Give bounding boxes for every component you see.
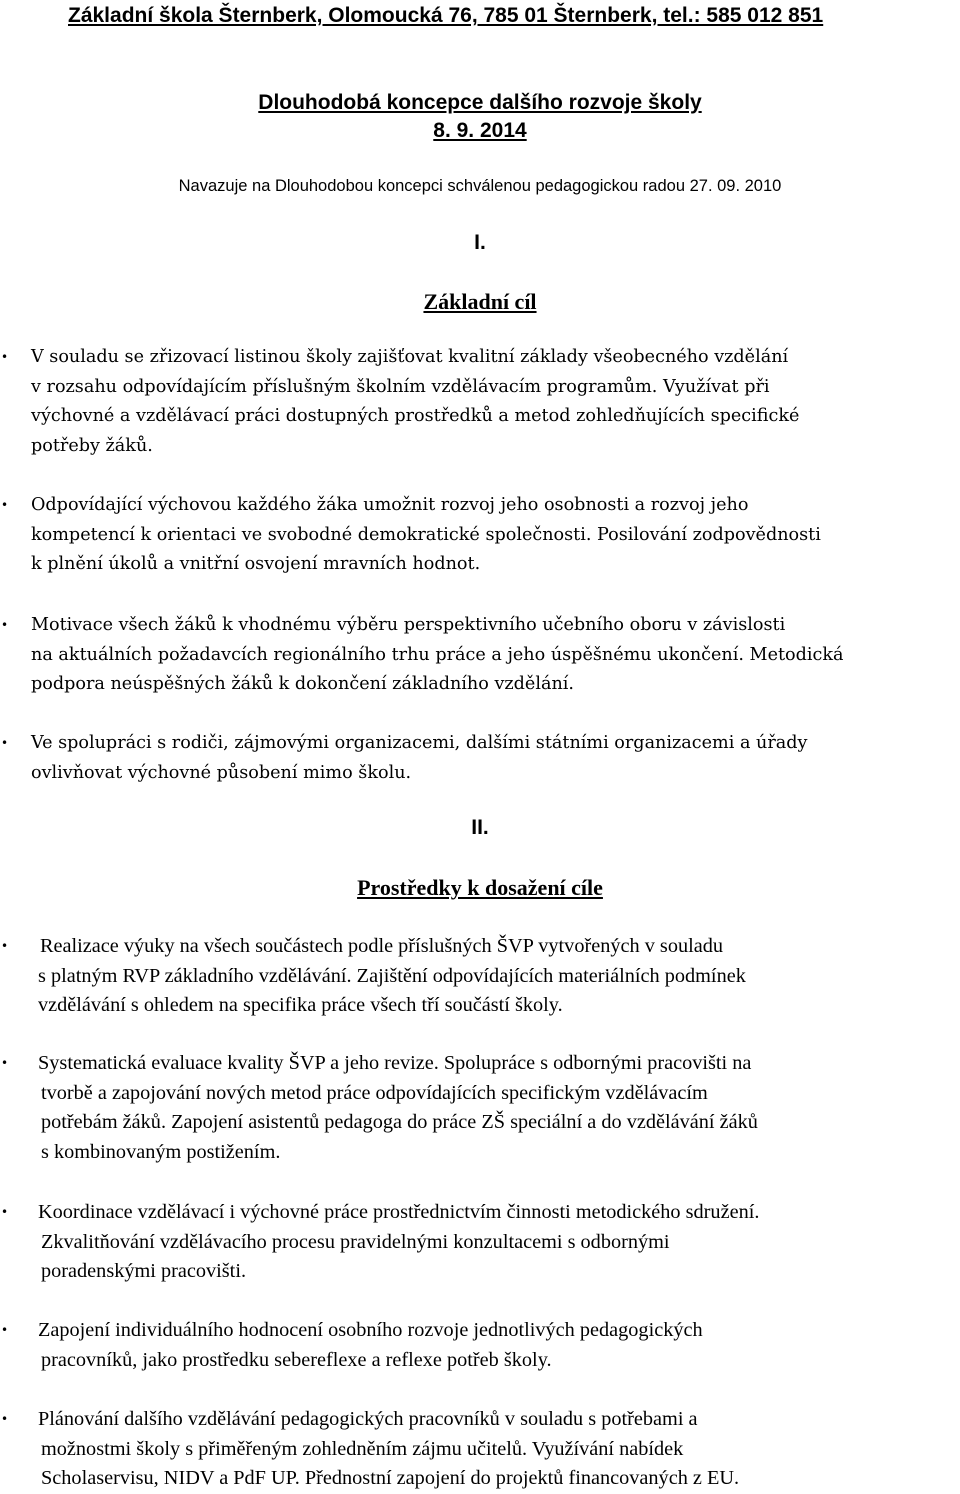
list-item-line: Koordinace vzdělávací i výchovné práce prostřednictvím činnosti metodického sdružení. — [38, 1201, 760, 1223]
section-1-title-text: Základní cíl — [423, 289, 537, 314]
list-item-line: Ve spolupráci s rodiči, zájmovými organizacemi, dalšími státními organizacemi a úřady — [31, 733, 808, 753]
section-2-number: II. — [471, 816, 489, 839]
list-item-line: pracovníků, jako prostředku sebereflexe a reflexe potřeb školy. — [41, 1348, 552, 1371]
bullet-icon: • — [1, 1412, 9, 1426]
list-item-line: kompetencí k orientaci ve svobodné demokratické společnosti. Posilování zodpovědnosti — [31, 524, 821, 545]
bullet-icon: • — [1, 736, 9, 750]
bullet-icon: • — [1, 618, 9, 632]
section-1-number: I. — [474, 231, 486, 254]
list-item-line: s kombinovaným postižením. — [41, 1140, 281, 1163]
bullet-icon: • — [1, 498, 9, 512]
list-item-line: tvorbě a zapojování nových metod práce odpovídajících specifickým vzdělávacím — [41, 1081, 708, 1104]
list-item-line: Realizace výuky na všech součástech podle příslušných ŠVP vytvořených v souladu — [40, 935, 724, 957]
list-item-line: poradenskými pracovišti. — [41, 1260, 247, 1282]
section-1-title — [0, 289, 960, 315]
bullet-icon: • — [1, 350, 9, 364]
document-date: 8. 9. 2014 — [433, 119, 527, 142]
school-header: Základní škola Šternberk, Olomoucká 76, 785 01 Šternberk, tel.: 585 012 851 — [68, 4, 824, 27]
list-item-line: výchovné a vzdělávací práci dostupných prostředků a metod zohledňujících specifické — [31, 406, 800, 426]
list-item-line: možnostmi školy s přiměřeným zohledněním zájmu učitelů. Využívání nabídek — [41, 1437, 684, 1460]
list-item-line: Zkvalitňování vzdělávacího procesu pravidelnými konzultacemi s odbornými — [41, 1230, 670, 1253]
list-item-line: ovlivňovat výchovné působení mimo školu. — [31, 762, 412, 783]
document-note: Navazuje na Dlouhodobou koncepci schválenou pedagogickou radou 27. 09. 2010 — [178, 177, 782, 195]
list-item-line: k plnění úkolů a vnitřní osvojení mravních hodnot. — [31, 554, 481, 574]
list-item-line: Scholaservisu, NIDV a PdF UP. Přednostní zapojení do projektů financovaných z EU. — [41, 1467, 740, 1489]
bullet-icon: • — [1, 1205, 9, 1219]
bullet-icon: • — [1, 1056, 9, 1070]
list-item-line: potřebám žáků. Zapojení asistentů pedagoga do práce ZŠ speciální a do vzdělávání žáků — [41, 1111, 758, 1133]
list-item-line: Systematická evaluace kvality ŠVP a jeho revize. Spolupráce s odbornými pracovišti na — [38, 1052, 752, 1074]
list-item-line: Zapojení individuálního hodnocení osobního rozvoje jednotlivých pedagogických — [38, 1319, 703, 1341]
document-title: Dlouhodobá koncepce dalšího rozvoje školy — [258, 91, 702, 114]
list-item-line: s platným RVP základního vzdělávání. Zajištění odpovídajících materiálních podmínek — [38, 964, 746, 987]
bullet-icon: • — [1, 939, 9, 953]
bullet-icon: • — [1, 1323, 9, 1337]
list-item-line: V souladu se zřizovací listinou školy zajišťovat kvalitní základy všeobecného vzdělání — [31, 347, 789, 367]
section-2-title-text: Prostředky k dosažení cíle — [357, 875, 603, 900]
list-item-line: Plánování dalšího vzdělávání pedagogických pracovníků v souladu s potřebami a — [38, 1408, 698, 1430]
section-2-title — [0, 875, 960, 901]
list-item-line: Motivace všech žáků k vhodnému výběru perspektivního učebního oboru v závislosti — [31, 615, 786, 635]
list-item-line: vzdělávání s ohledem na specifika práce všech tří součástí školy. — [38, 994, 563, 1016]
list-item-line: v rozsahu odpovídajícím příslušným školním vzdělávacím programům. Využívat při — [31, 376, 770, 397]
list-item-line: potřeby žáků. — [31, 435, 153, 456]
list-item-line: podpora neúspěšných žáků k dokončení základního vzdělání. — [31, 674, 574, 694]
list-item-line: Odpovídající výchovou každého žáka umožnit rozvoj jeho osobnosti a rozvoj jeho — [31, 495, 749, 515]
list-item-line: na aktuálních požadavcích regionálního trhu práce a jeho úspěšnému ukončení. Metodická — [31, 644, 844, 665]
